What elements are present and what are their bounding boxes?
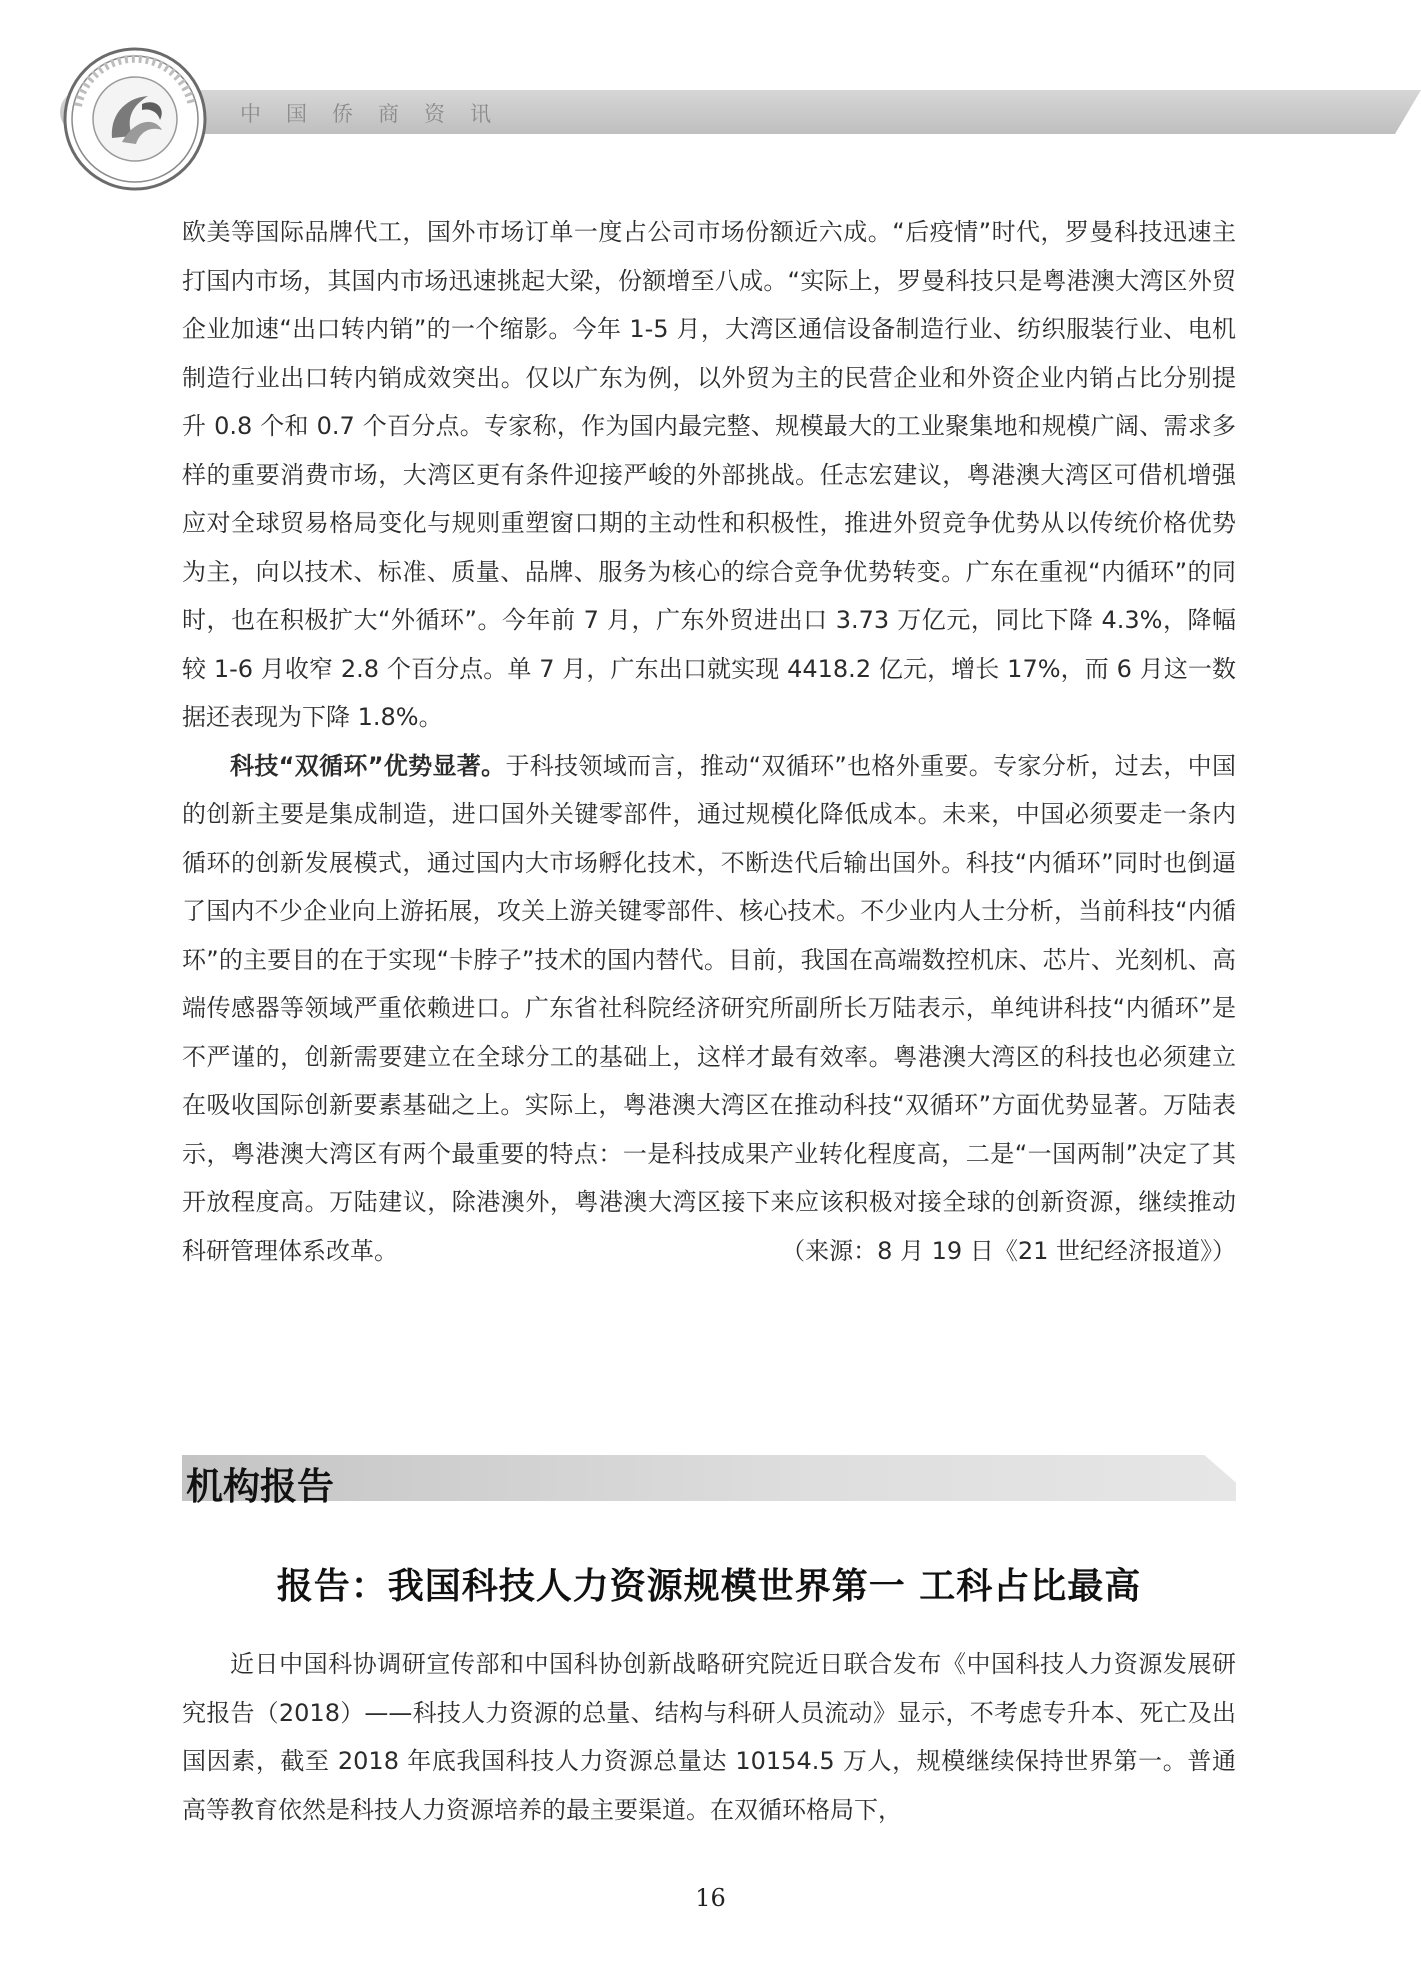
article-body-2 (182, 1640, 1236, 1834)
article-title: 报告：我国科技人力资源规模世界第一 工科占比最高 (276, 1566, 1142, 1607)
header-title: 中国侨商资讯 (240, 102, 516, 126)
section-band (182, 1455, 1236, 1501)
source-citation: （来源：8 月 19 日《21 世纪经济报道》） (781, 1236, 1236, 1265)
federation-logo (62, 46, 208, 192)
paragraph-body: 于科技领域而言，推动“双循环”也格外重要。专家分析，过去，中国的创新主要是集成制造，进口国外关键零部件，通过规模化降低成本。未来，中国必须要走一条内循环的创新发展模式，通过国内大市场孵化技术，不断迭代后输出国外。科技“内循环”同时也倒逼了国内不少企业向上游拓展，攻关上游关键零部件、核心技术。不少业内人士分析，当前科技“内循环”的主要目的在于实现“卡脖子”技术的国内替代。目前，我国在高端数控机床、芯片、光刻机、高端传感器等领域严重依赖进口。广东省社科院经济研究所副所长万陆表示，单纯讲科技“内循环”是不严谨的，创新需要建立在全球分工的基础上，这样才最有效率。粤港澳大湾区的科技也必须建立在吸收国际创新要素基础之上。实际上，粤港澳大湾区在推动科技“双循环”方面优势显著。万陆表示，粤港澳大湾区有两个最重要的特点：一是科技成果产业转化程度高，二是“一国两制”决定了其开放程度高。万陆建议，除港澳外，粤港澳大湾区接下来应该积极对接全球的创新资源，继续推动科研管理体系改革。 (182, 751, 1237, 1265)
section-title: 机构报告 (186, 1464, 334, 1508)
article-body-1 (182, 208, 1236, 1275)
paragraph (182, 742, 1236, 1276)
page-number: 16 (695, 1884, 726, 1912)
paragraph: 近日中国科协调研宣传部和中国科协创新战略研究院近日联合发布《中国科技人力资源发展研究报告（2018）——科技人力资源的总量、结构与科研人员流动》显示，不考虑专升本、死亡及出国因素，截至 2018 年底我国科技人力资源总量达 10154.5 万人，规模继续保持世界第一。普通高等教育依然是科技人力资源培养的最主要渠道。在双循环格局下， (182, 1650, 1236, 1824)
paragraph: 欧美等国际品牌代工，国外市场订单一度占公司市场份额近六成。“后疫情”时代，罗曼科技迅速主打国内市场，其国内市场迅速挑起大梁，份额增至八成。“实际上，罗曼科技只是粤港澳大湾区外贸企业加速“出口转内销”的一个缩影。今年 1-5 月，大湾区通信设备制造行业、纺织服装行业、电机制造行业出口转内销成效突出。仅以广东为例，以外贸为主的民营企业和外资企业内销占比分别提升 0.8 个和 0.7 个百分点。专家称，作为国内最完整、规模最大的工业聚集地和规模广阔、需求多样的重要消费市场，大湾区更有条件迎接严峻的外部挑战。任志宏建议，粤港澳大湾区可借机增强应对全球贸易格局变化与规则重塑窗口期的主动性和积极性，推进外贸竞争优势从以传统价格优势为主，向以技术、标准、质量、品牌、服务为核心的综合竞争优势转变。广东在重视“内循环”的同时，也在积极扩大“外循环”。今年前 7 月，广东外贸进出口 3.73 万亿元，同比下降 4.3%，降幅较 1-6 月收窄 2.8 个百分点。单 7 月，广东出口就实现 4418.2 亿元，增长 17%，而 6 月这一数据还表现为下降 1.8%。 (182, 218, 1236, 731)
paragraph-lead: 科技“双循环”优势显著。 (230, 751, 506, 780)
